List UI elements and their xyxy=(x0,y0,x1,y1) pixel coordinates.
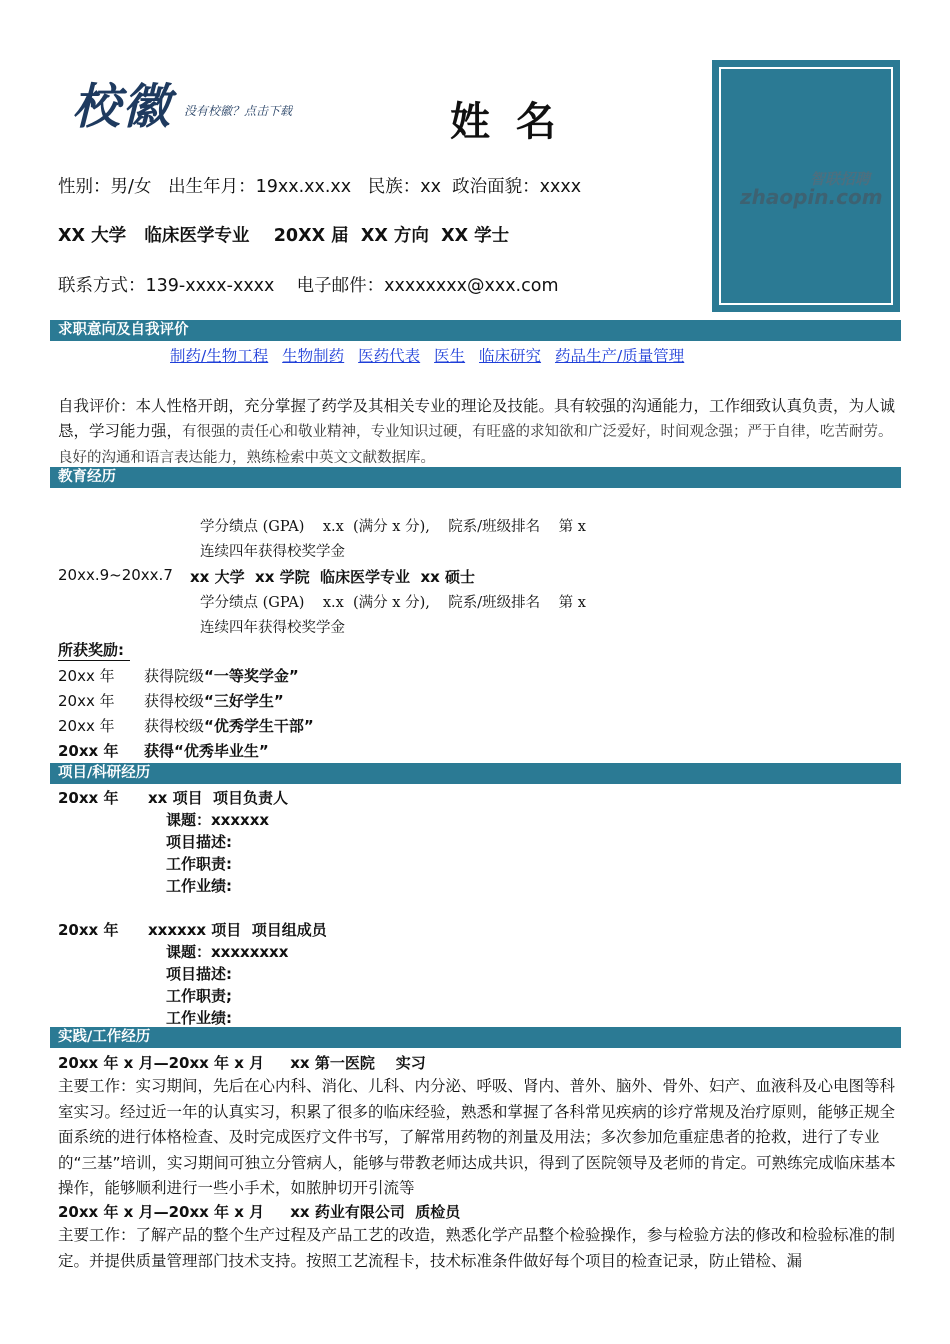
edu-gpa-2: 学分绩点 (GPA) x.x (满分 x 分), 院系/班级排名 第 x xyxy=(200,595,586,611)
award-year: 20xx 年 xyxy=(58,692,115,710)
personal-info: 性别：男/女 出生年月：19xx.xx.xx 民族：xx 政治面貌：xxxx xyxy=(58,177,582,197)
practice-body: 主要工作：实习期间，先后在心内科、消化、儿科、内分泌、呼吸、肾内、普外、脑外、骨外、妇产、血液科及心电图等科室实习。经过近一年的认真实习，积累了很多的临床经验，熟悉和掌握了各科常见疾病的诊疗常规及治疗原则，能够正规全面系统的进行体格检查、及时完成医疗文件书写，了解常用药物的剂量及用法；多次参加危重症患者的抢救，进行了专业的“三基”培训，实习期间可独立分管病人，能够与带教老师达成共识，得到了医院领导及老师的肯定。可熟练完成临床基本操作，能够顺利进行一些小手术，如脓肿切开引流等 xyxy=(58,1077,896,1197)
award-year: 20xx 年 xyxy=(58,742,119,760)
practice-heading: 20xx 年 x 月—20xx 年 x 月 xx 第一医院 实习 xyxy=(58,1054,426,1072)
section-bar-intent: 求职意向及自我评价 xyxy=(50,320,901,341)
photo-watermark xyxy=(740,168,883,209)
award-item xyxy=(144,665,299,686)
award-item xyxy=(144,740,269,761)
award-name: “一等奖学金” xyxy=(204,667,299,685)
self-eval-part2: 有很强的责任心和敬业精神，专业知识过硬，有旺盛的求知欲和广泛爱好，时间观念强；严于自律，吃苦耐劳。良好的沟通和语言表达能力，熟练检索中英文文献数据库。 xyxy=(58,424,893,466)
project-duty: 工作职责: xyxy=(166,855,232,873)
section-bar-education: 教育经历 xyxy=(50,467,901,488)
intent-link-clinical[interactable]: 临床研究 xyxy=(479,347,542,365)
project-title: xxxxxx 项目 项目组成员 xyxy=(148,921,327,939)
self-eval-part1: 自我评价：本人性格开朗，充分掌握了药学及其相关专业的理论及技能。具有较强的沟通能力，工作细致认真负责，为人诚恳，学习能力强， xyxy=(58,397,896,440)
watermark-en: zhaopin.com xyxy=(740,185,883,209)
project-topic: 课题：xxxxxx xyxy=(166,811,270,829)
intent-link-biopharma[interactable]: 生物制药 xyxy=(282,347,345,365)
project-topic: 课题：xxxxxxxx xyxy=(166,943,289,961)
edu-degree: xx 大学 xx 学院 临床医学专业 xx 硕士 xyxy=(190,568,476,586)
practice-heading: 20xx 年 x 月—20xx 年 x 月 xx 药业有限公司 质检员 xyxy=(58,1203,461,1221)
edu-period: 20xx.9~20xx.7 xyxy=(58,566,173,584)
award-prefix: 获得校级 xyxy=(144,717,205,735)
project-result: 工作业绩: xyxy=(166,1009,232,1027)
project-duty: 工作职责; xyxy=(166,987,232,1005)
job-intent-links xyxy=(170,344,693,366)
intent-link-doctor[interactable]: 医生 xyxy=(434,347,466,365)
watermark-cn: 智联招聘 xyxy=(809,170,870,188)
edu-gpa-1: 学分绩点 (GPA) x.x (满分 x 分), 院系/班级排名 第 x xyxy=(200,519,586,535)
award-name: “三好学生” xyxy=(204,692,284,710)
contact-info: 联系方式：139-xxxx-xxxx 电子邮件：xxxxxxxx@xxx.com xyxy=(58,276,559,296)
photo-frame[interactable] xyxy=(712,60,900,312)
intent-link-production[interactable]: 药品生产/质量管理 xyxy=(554,347,685,365)
project-year: 20xx 年 xyxy=(58,921,119,939)
project-desc: 项目描述: xyxy=(166,965,232,983)
award-name: “优秀学生干部” xyxy=(204,717,314,735)
award-year: 20xx 年 xyxy=(58,667,115,685)
award-prefix: 获得院级 xyxy=(144,667,205,685)
school-info: XX 大学 临床医学专业 20XX 届 XX 方向 XX 学士 xyxy=(58,226,510,246)
project-title: xx 项目 项目负责人 xyxy=(148,789,289,807)
project-result: 工作业绩: xyxy=(166,877,232,895)
self-evaluation xyxy=(58,394,903,471)
award-year: 20xx 年 xyxy=(58,717,115,735)
section-bar-projects: 项目/科研经历 xyxy=(50,763,901,784)
award-item xyxy=(144,690,284,711)
awards-title: 所获奖励: xyxy=(58,640,130,661)
school-logo-text: 校徽 xyxy=(72,79,173,135)
practice-body: 主要工作：了解产品的整个生产过程及产品工艺的改造，熟悉化学产品整个检验操作，参与检验方法的修改和检验标准的制定。并提供质量管理部门技术支持。按照工艺流程卡，技术标准条件做好每个项目的检查记录，防止错检、漏 xyxy=(58,1226,896,1270)
edu-scholarship-1: 连续四年获得校奖学金 xyxy=(200,544,345,560)
project-desc: 项目描述: xyxy=(166,833,232,851)
intent-link-med-rep[interactable]: 医药代表 xyxy=(358,347,421,365)
edu-scholarship-2: 连续四年获得校奖学金 xyxy=(200,620,345,636)
award-prefix: 获得 xyxy=(144,742,175,760)
award-name: “优秀毕业生” xyxy=(174,742,269,760)
section-bar-practice: 实践/工作经历 xyxy=(50,1027,901,1048)
project-year: 20xx 年 xyxy=(58,789,119,807)
award-prefix: 获得校级 xyxy=(144,692,205,710)
logo-download-hint[interactable]: 没有校徽？点击下载 xyxy=(184,104,293,118)
candidate-name: 姓 名 xyxy=(450,99,562,145)
intent-link-pharma[interactable]: 制药/生物工程 xyxy=(170,347,269,365)
award-item xyxy=(144,715,314,736)
